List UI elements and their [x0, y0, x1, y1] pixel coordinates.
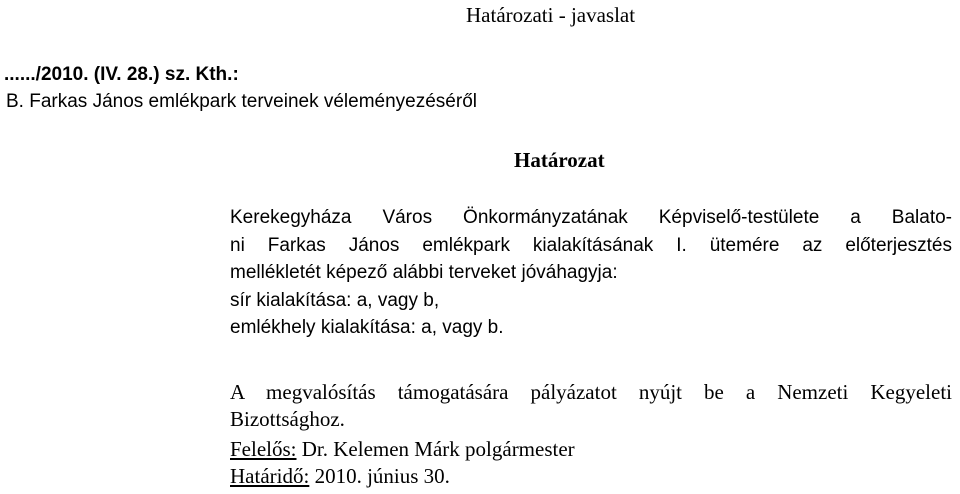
deadline-row	[230, 463, 450, 490]
tender-line-2: Bizottsághoz.	[230, 407, 345, 431]
resolution-body	[230, 204, 952, 342]
plan-item-memorial: emlékhely kialakítása: a, vagy b.	[230, 317, 504, 338]
body-line-2: ni Farkas János emlékpark kialakításának I. ütemére az előterjesztés	[230, 234, 952, 256]
responsible-label: Felelős:	[230, 437, 297, 461]
tender-paragraph	[230, 379, 952, 433]
plan-item-grave: sír kialakítása: a, vagy b,	[230, 289, 440, 311]
responsible-value: Dr. Kelemen Márk polgármester	[296, 437, 575, 461]
deadline-value: 2010. június 30.	[309, 464, 450, 488]
body-line-1: Kerekegyháza Város Önkormányzatának Képviselő-testülete a Balato-	[230, 207, 952, 228]
document-header: Határozati - javaslat	[466, 3, 636, 27]
body-line-3: mellékletét képező alábbi terveket jóváhagyja:	[230, 262, 618, 283]
deadline-label: Határidő:	[230, 464, 310, 488]
responsible-row	[230, 436, 575, 463]
resolution-number: ....../2010. (IV. 28.) sz. Kth.:	[4, 64, 239, 85]
resolution-title: Határozat	[514, 148, 605, 172]
resolution-subject: B. Farkas János emlékpark terveinek véleményezéséről	[6, 91, 477, 112]
tender-line-1: A megvalósítás támogatására pályázatot nyújt be a Nemzeti Kegyeleti	[230, 380, 952, 404]
